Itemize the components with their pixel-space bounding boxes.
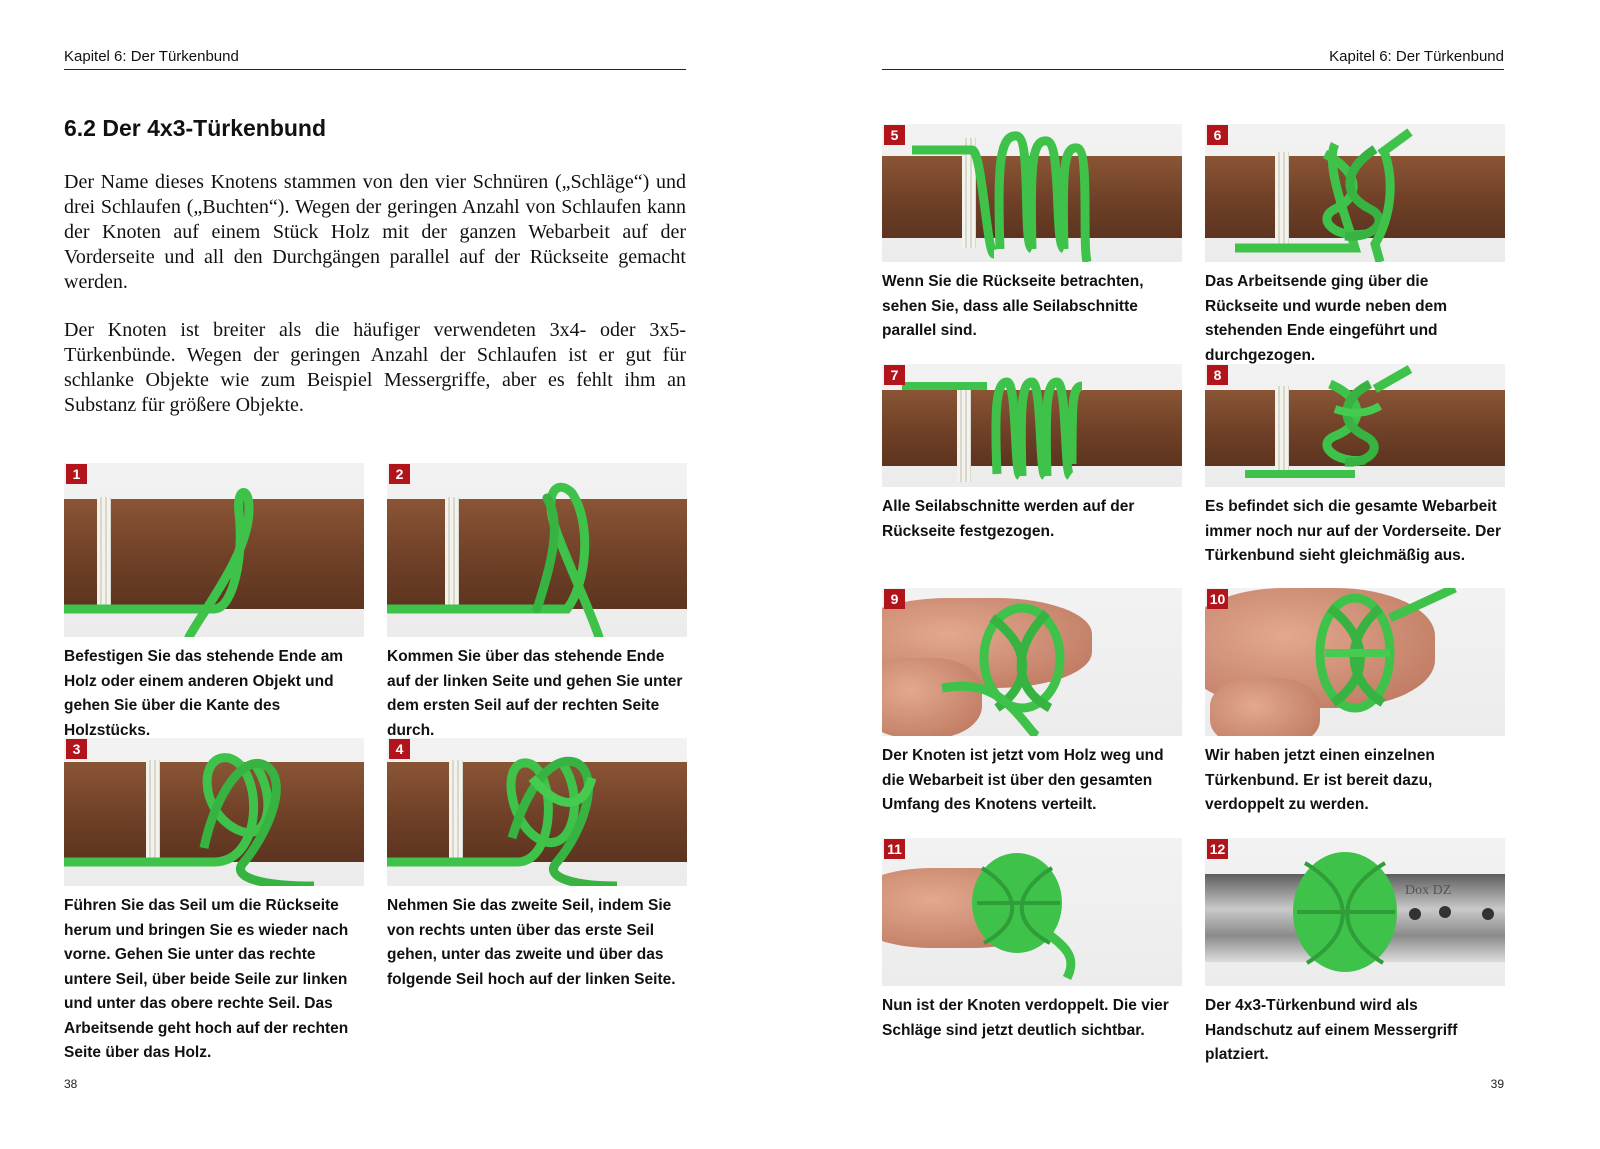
step-6-photo — [1205, 124, 1505, 262]
intro-paragraph-2: Der Knoten ist breiter als die häufiger verwendeten 3x4- oder 3x5-Türkenbünde. Wegen der geringen Anzahl der Schlaufen ist er gut für schlanke Objekte wie zum Beispiel Messergriffe, aber es fehlt ihm an Substanz für größere Objekte. — [64, 319, 686, 416]
step-1-caption: Befestigen Sie das stehende Ende am Holz oder einem anderen Objekt und gehen Sie über die Kante des Holzstücks. — [64, 648, 344, 739]
step-5 — [882, 124, 1182, 344]
right-header-rule — [882, 69, 1504, 70]
step-5-badge: 5 — [884, 125, 905, 145]
right-page-number: 39 — [1490, 1077, 1504, 1091]
step-1 — [64, 463, 364, 743]
step-12-photo — [1205, 838, 1505, 986]
step-10-badge: 10 — [1207, 589, 1228, 609]
section-title: 6.2 Der 4x3-Türkenbund — [64, 115, 327, 141]
step-4 — [387, 738, 687, 992]
step-8-badge: 8 — [1207, 365, 1228, 385]
step-11 — [882, 838, 1182, 1043]
green-rope — [1205, 588, 1505, 736]
left-page-number: 38 — [64, 1077, 78, 1091]
green-rope — [882, 838, 1182, 986]
step-9-caption: Der Knoten ist jetzt vom Holz weg und die Webarbeit ist über den gesamten Umfang des Knotens verteilt. — [882, 747, 1164, 813]
step-1-badge: 1 — [66, 464, 87, 484]
step-2 — [387, 463, 687, 743]
green-rope — [1205, 124, 1505, 262]
step-10-caption: Wir haben jetzt einen einzelnen Türkenbund. Er ist bereit dazu, verdoppelt zu werden. — [1205, 747, 1435, 813]
step-6-badge: 6 — [1207, 125, 1228, 145]
step-12-badge: 12 — [1207, 839, 1228, 859]
step-7-badge: 7 — [884, 365, 905, 385]
step-9-photo — [882, 588, 1182, 736]
step-9 — [882, 588, 1182, 818]
right-running-title: Kapitel 6: Der Türkenbund — [1329, 48, 1504, 65]
step-11-badge: 11 — [884, 839, 905, 859]
green-rope — [1205, 838, 1505, 986]
step-2-photo — [387, 463, 687, 637]
green-rope — [1205, 364, 1505, 487]
step-9-badge: 9 — [884, 589, 905, 609]
step-12 — [1205, 838, 1505, 1068]
step-5-photo — [882, 124, 1182, 262]
step-4-badge: 4 — [389, 739, 410, 759]
intro-paragraph-1: Der Name dieses Knotens stammen von den vier Schnüren („Schläge“) und drei Schlaufen („Buchten“). Wegen der geringen Anzahl von Schlaufen kann der Knoten auf einem Stück Holz mit der ganzen Webarbeit auf der Vorderseite und all den Durchgängen parallel auf der Rückseite gemacht werden. — [64, 171, 686, 293]
step-5-caption: Wenn Sie die Rückseite betrachten, sehen Sie, dass alle Seilabschnitte parallel sind. — [882, 273, 1144, 339]
step-10 — [1205, 588, 1505, 818]
step-6 — [1205, 124, 1505, 368]
step-7-caption: Alle Seilabschnitte werden auf der Rückseite festgezogen. — [882, 498, 1135, 540]
step-3-caption: Führen Sie das Seil um die Rückseite herum und bringen Sie es wieder nach vorne. Gehen Sie unter das rechte untere Seil, über beide Seile zur linken und unter das obere rechte Seil. Das Arbeitsende geht hoch auf der rechten Seite über das Holz. — [64, 897, 349, 1061]
green-rope — [64, 738, 364, 886]
step-3-photo — [64, 738, 364, 886]
step-11-caption: Nun ist der Knoten verdoppelt. Die vier Schläge sind jetzt deutlich sichtbar. — [882, 997, 1169, 1039]
step-1-photo — [64, 463, 364, 637]
step-3 — [64, 738, 364, 1066]
step-12-caption: Der 4x3-Türkenbund wird als Handschutz auf einem Messergriff platziert. — [1205, 997, 1458, 1063]
step-2-badge: 2 — [389, 464, 410, 484]
green-rope — [882, 124, 1182, 262]
step-10-photo — [1205, 588, 1505, 736]
step-11-photo — [882, 838, 1182, 986]
step-7-photo — [882, 364, 1182, 487]
step-7 — [882, 364, 1182, 544]
step-4-caption: Nehmen Sie das zweite Seil, indem Sie von rechts unten über das erste Seil gehen, unter das zweite und über das folgende Seil hoch auf der linken Seite. — [387, 897, 676, 988]
step-2-caption: Kommen Sie über das stehende Ende auf der linken Seite und gehen Sie unter dem ersten Seil auf der rechten Seite durch. — [387, 648, 683, 739]
green-rope — [387, 738, 687, 886]
knife-engraving: Dox DZ — [1405, 883, 1452, 898]
green-rope — [64, 463, 364, 637]
green-rope — [882, 588, 1182, 736]
step-8-caption: Es befindet sich die gesamte Webarbeit immer noch nur auf der Vorderseite. Der Türkenbund sieht gleichmäßig aus. — [1205, 498, 1502, 564]
left-header-rule — [64, 69, 686, 70]
step-8 — [1205, 364, 1505, 569]
step-6-caption: Das Arbeitsende ging über die Rückseite und wurde neben dem stehenden Ende eingeführt und durchgezogen. — [1205, 273, 1448, 364]
left-running-title: Kapitel 6: Der Türkenbund — [64, 48, 239, 65]
step-3-badge: 3 — [66, 739, 87, 759]
green-rope — [882, 364, 1182, 487]
step-8-photo — [1205, 364, 1505, 487]
green-rope — [387, 463, 687, 637]
step-4-photo — [387, 738, 687, 886]
